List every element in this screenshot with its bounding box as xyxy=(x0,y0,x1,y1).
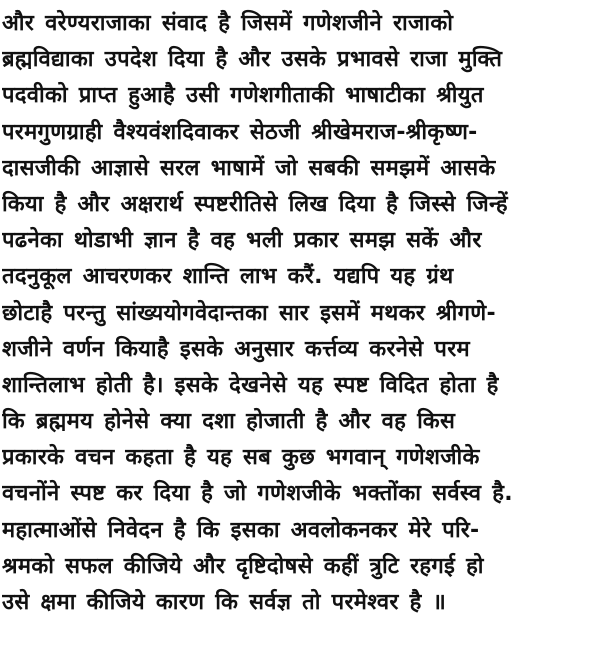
text-line-15: महात्माओंसे निवेदन है कि इसका अवलोकनकर मेरे परि- xyxy=(2,517,480,543)
text-line-10: शजीने वर्णन कियाहै इसके अनुसार कर्त्तव्य करनेसे परम xyxy=(2,336,470,362)
text-line-12: कि ब्रह्ममय होनेसे क्या दशा होजाती है और वह किस xyxy=(2,409,456,435)
text-line-6: किया है और अक्षरार्थ स्पष्टरीतिसे लिख दिया है जिस्से जिन्हें xyxy=(2,191,508,217)
text-line-1: और वरेण्यराजाका संवाद है जिसमें गणेशजीने राजाको xyxy=(2,11,454,36)
text-line-7: पढनेका थोडाभी ज्ञान है वह भली प्रकार समझ सकें और xyxy=(2,228,482,254)
text-line-8: तदनुकूल आचरणकर शान्ति लाभ करैं. यद्यपि यह ग्रंथ xyxy=(2,264,454,290)
text-line-16: श्रमको सफल कीजिये और दृष्टिदोषसे कहीं त्रुटि रहगई हो xyxy=(2,553,484,579)
text-line-11: शान्तिलाभ होती है। इसके देखनेसे यह स्पष्ट विदित होता है xyxy=(2,372,499,398)
text-line-13: प्रकारके वचन कहता है यह सब कुछ भगवान् गणेशजीके xyxy=(2,445,480,471)
text-line-14: वचनोंने स्पष्ट कर दिया है जो गणेशजीके भक्तोंका सर्वस्व है. xyxy=(2,481,513,507)
text-line-2: ब्रह्मविद्याका उपदेश दिया है और उसके प्रभावसे राजा मुक्ति xyxy=(2,47,503,73)
text-line-4: परमगुणग्राही वैश्यवंशदिवाकर सेठजी श्रीखेमराज-श्रीकृष्ण- xyxy=(2,119,478,145)
hindi-text-block xyxy=(2,6,600,621)
text-line-9: छोटाहै परन्तु सांख्ययोगवेदान्तका सार इसमें मथकर श्रीगणे- xyxy=(2,300,496,326)
text-line-5: दासजीकी आज्ञासे सरल भाषामें जो सबकी समझमें आसके xyxy=(2,155,496,181)
text-line-17: उसे क्षमा कीजिये कारण कि सर्वज्ञ तो परमेश्वर है ॥ xyxy=(2,590,447,615)
text-line-3: पदवीको प्राप्त हुआहै उसी गणेशगीताकी भाषाटीका श्रीयुत xyxy=(2,83,484,109)
